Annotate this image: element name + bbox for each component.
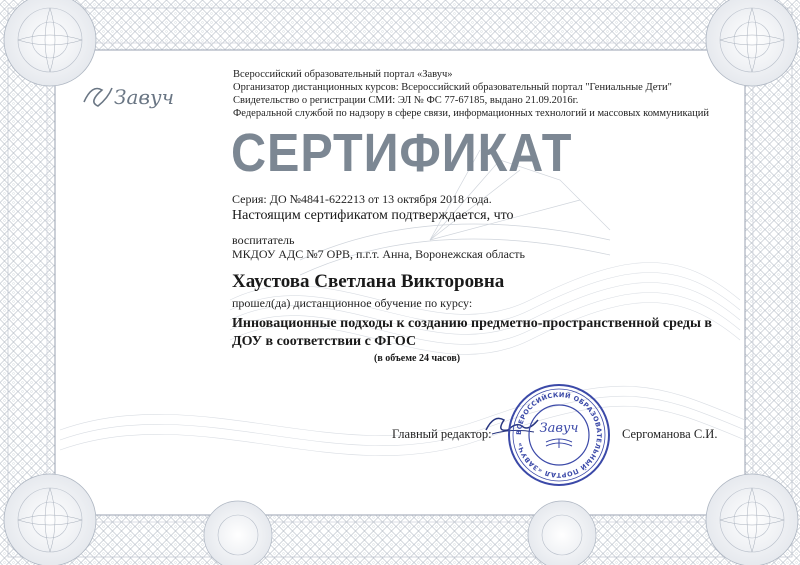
stamp-center-text: Завуч — [539, 421, 579, 436]
confirmation-text: Настоящим сертификатом подтверждается, что — [232, 208, 514, 223]
header-authority: Федеральной службой по надзору в сфере связи, информационных технологий и массовых коммуникаций — [233, 108, 710, 119]
rosette-bottom-mid-right — [528, 501, 596, 565]
completed-text: прошел(да) дистанционное обучение по курсу: — [232, 296, 473, 310]
rosette-top-left — [4, 0, 96, 86]
official-stamp — [506, 382, 612, 488]
logo-text: Завуч — [114, 85, 175, 109]
recipient-name: Хаустова Светлана Викторовна — [232, 271, 505, 292]
rosette-bottom-mid-left — [204, 501, 272, 565]
header-portal-name: Всероссийский образовательный портал «Завуч» — [233, 69, 453, 80]
signatory-name: Сергоманова С.И. — [622, 427, 718, 441]
course-title-line1: Инновационные подходы к созданию предметно-пространственной среды в — [232, 316, 712, 331]
signature-label: Главный редактор: — [392, 427, 492, 441]
rosette-top-right — [706, 0, 798, 86]
stamp-ring-text: ВСЕРОССИЙСКИЙ ОБРАЗОВАТЕЛЬНЫЙ ПОРТАЛ «ЗАВУЧ» — [514, 390, 604, 480]
recipient-position: воспитатель — [232, 233, 295, 247]
course-title-line2: ДОУ в соответствии с ФГОС — [232, 334, 417, 349]
header-organizer: Организатор дистанционных курсов: Всероссийский образовательный портал "Гениальные Дети" — [233, 82, 672, 93]
series-number: Серия: ДО №4841-622213 от 13 октября 2018 года. — [232, 192, 492, 206]
course-hours: (в объеме 24 часов) — [374, 353, 461, 364]
certificate-title: СЕРТИФИКАТ — [231, 123, 573, 183]
recipient-organization: МКДОУ АДС №7 ОРВ, п.г.т. Анна, Воронежская область — [232, 247, 525, 261]
zavuch-logo — [78, 80, 198, 116]
header-registration: Свидетельство о регистрации СМИ: ЭЛ № ФС 77-67185, выдано 21.09.2016г. — [233, 95, 579, 106]
stamp-book-icon — [546, 439, 572, 448]
